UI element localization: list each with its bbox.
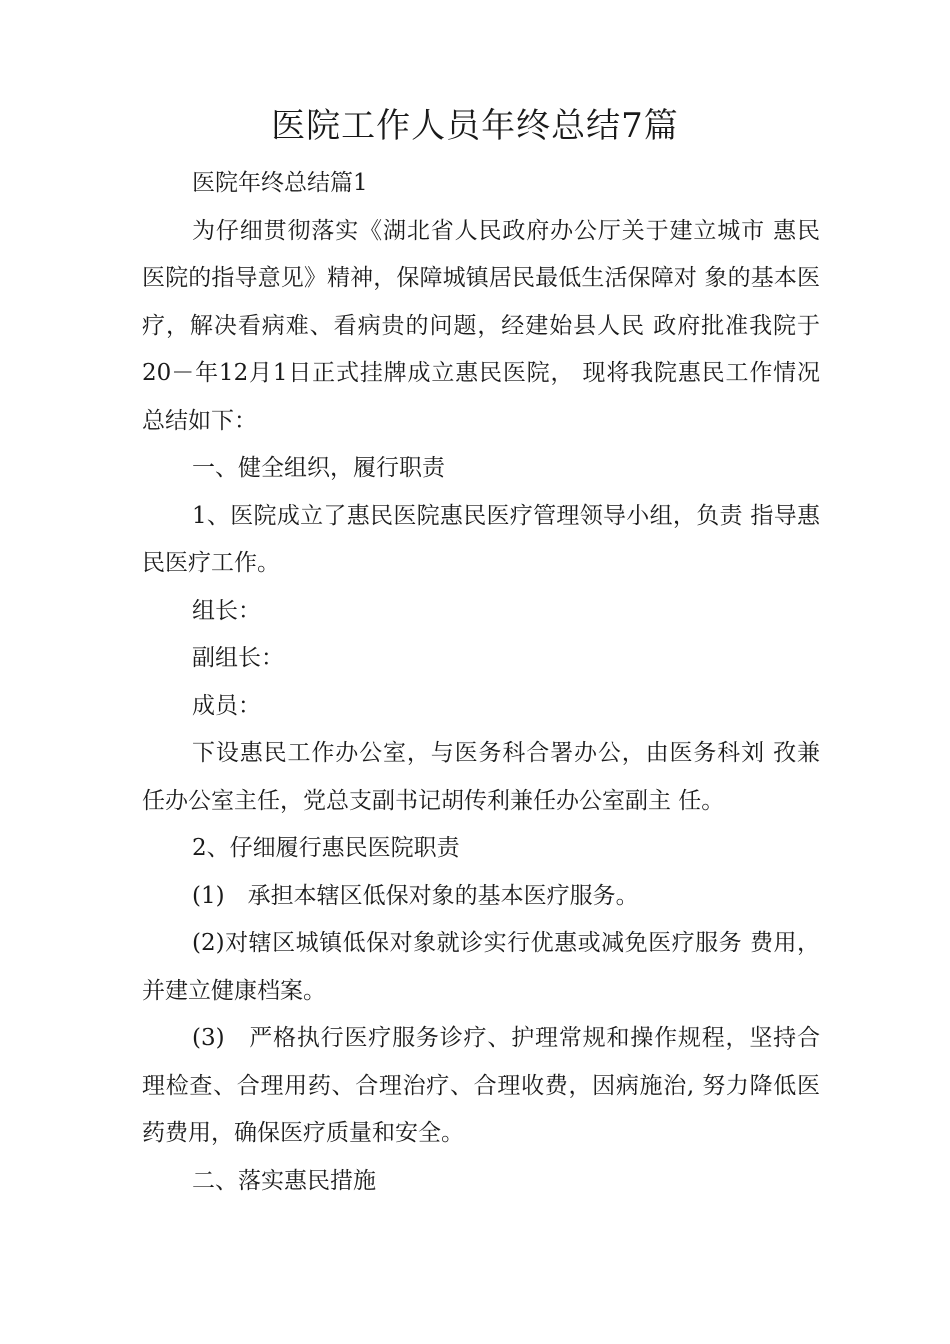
heading-measures: 二、落实惠民措施	[192, 1167, 376, 1194]
document-title: 医院工作人员年终总结7篇	[271, 106, 679, 146]
deputy-leader-line: 副组长：	[192, 645, 284, 671]
heading-organization: 一、健全组织，履行职责	[192, 455, 445, 481]
members-line: 成员：	[192, 692, 261, 719]
duty-item-1: (1) 承担本辖区低保对象的基本医疗服务。	[192, 882, 639, 909]
paragraph-office: 下设惠民工作办公室，与医务科合署办公，由医务科刘 孜兼任办公室主任，党总支副书记胡传利兼任办公室副主 任。	[142, 740, 820, 814]
duty-item-3: (3) 严格执行医疗服务诊疗、护理常规和操作规程，坚持合理检查、合理用药、合理治疗、合理收费，因病施治, 努力降低医药费用，确保医疗质量和安全。	[142, 1025, 820, 1146]
duty-item-2: (2)对辖区城镇低保对象就诊实行优惠或减免医疗服务 费用，并建立健康档案。	[142, 930, 820, 1004]
leader-line: 组长：	[192, 597, 261, 624]
heading-duties: 2、仔细履行惠民医院职责	[192, 835, 460, 861]
paragraph-leadership-group: 1、医院成立了惠民医院惠民医疗管理领导小组，负责 指导惠民医疗工作。	[142, 502, 820, 576]
document-body	[142, 160, 820, 1205]
section-heading: 医院年终总结篇1	[192, 170, 368, 196]
intro-paragraph: 为仔细贯彻落实《湖北省人民政府办公厅关于建立城市 惠民医院的指导意见》精神，保障城镇居民最低生活保障对 象的基本医疗，解决看病难、看病贵的问题，经建始县人民 政府批准我院于20－年12月1日正式挂牌成立惠民医院， 现将我院惠民工作情况总结如下：	[142, 217, 820, 434]
